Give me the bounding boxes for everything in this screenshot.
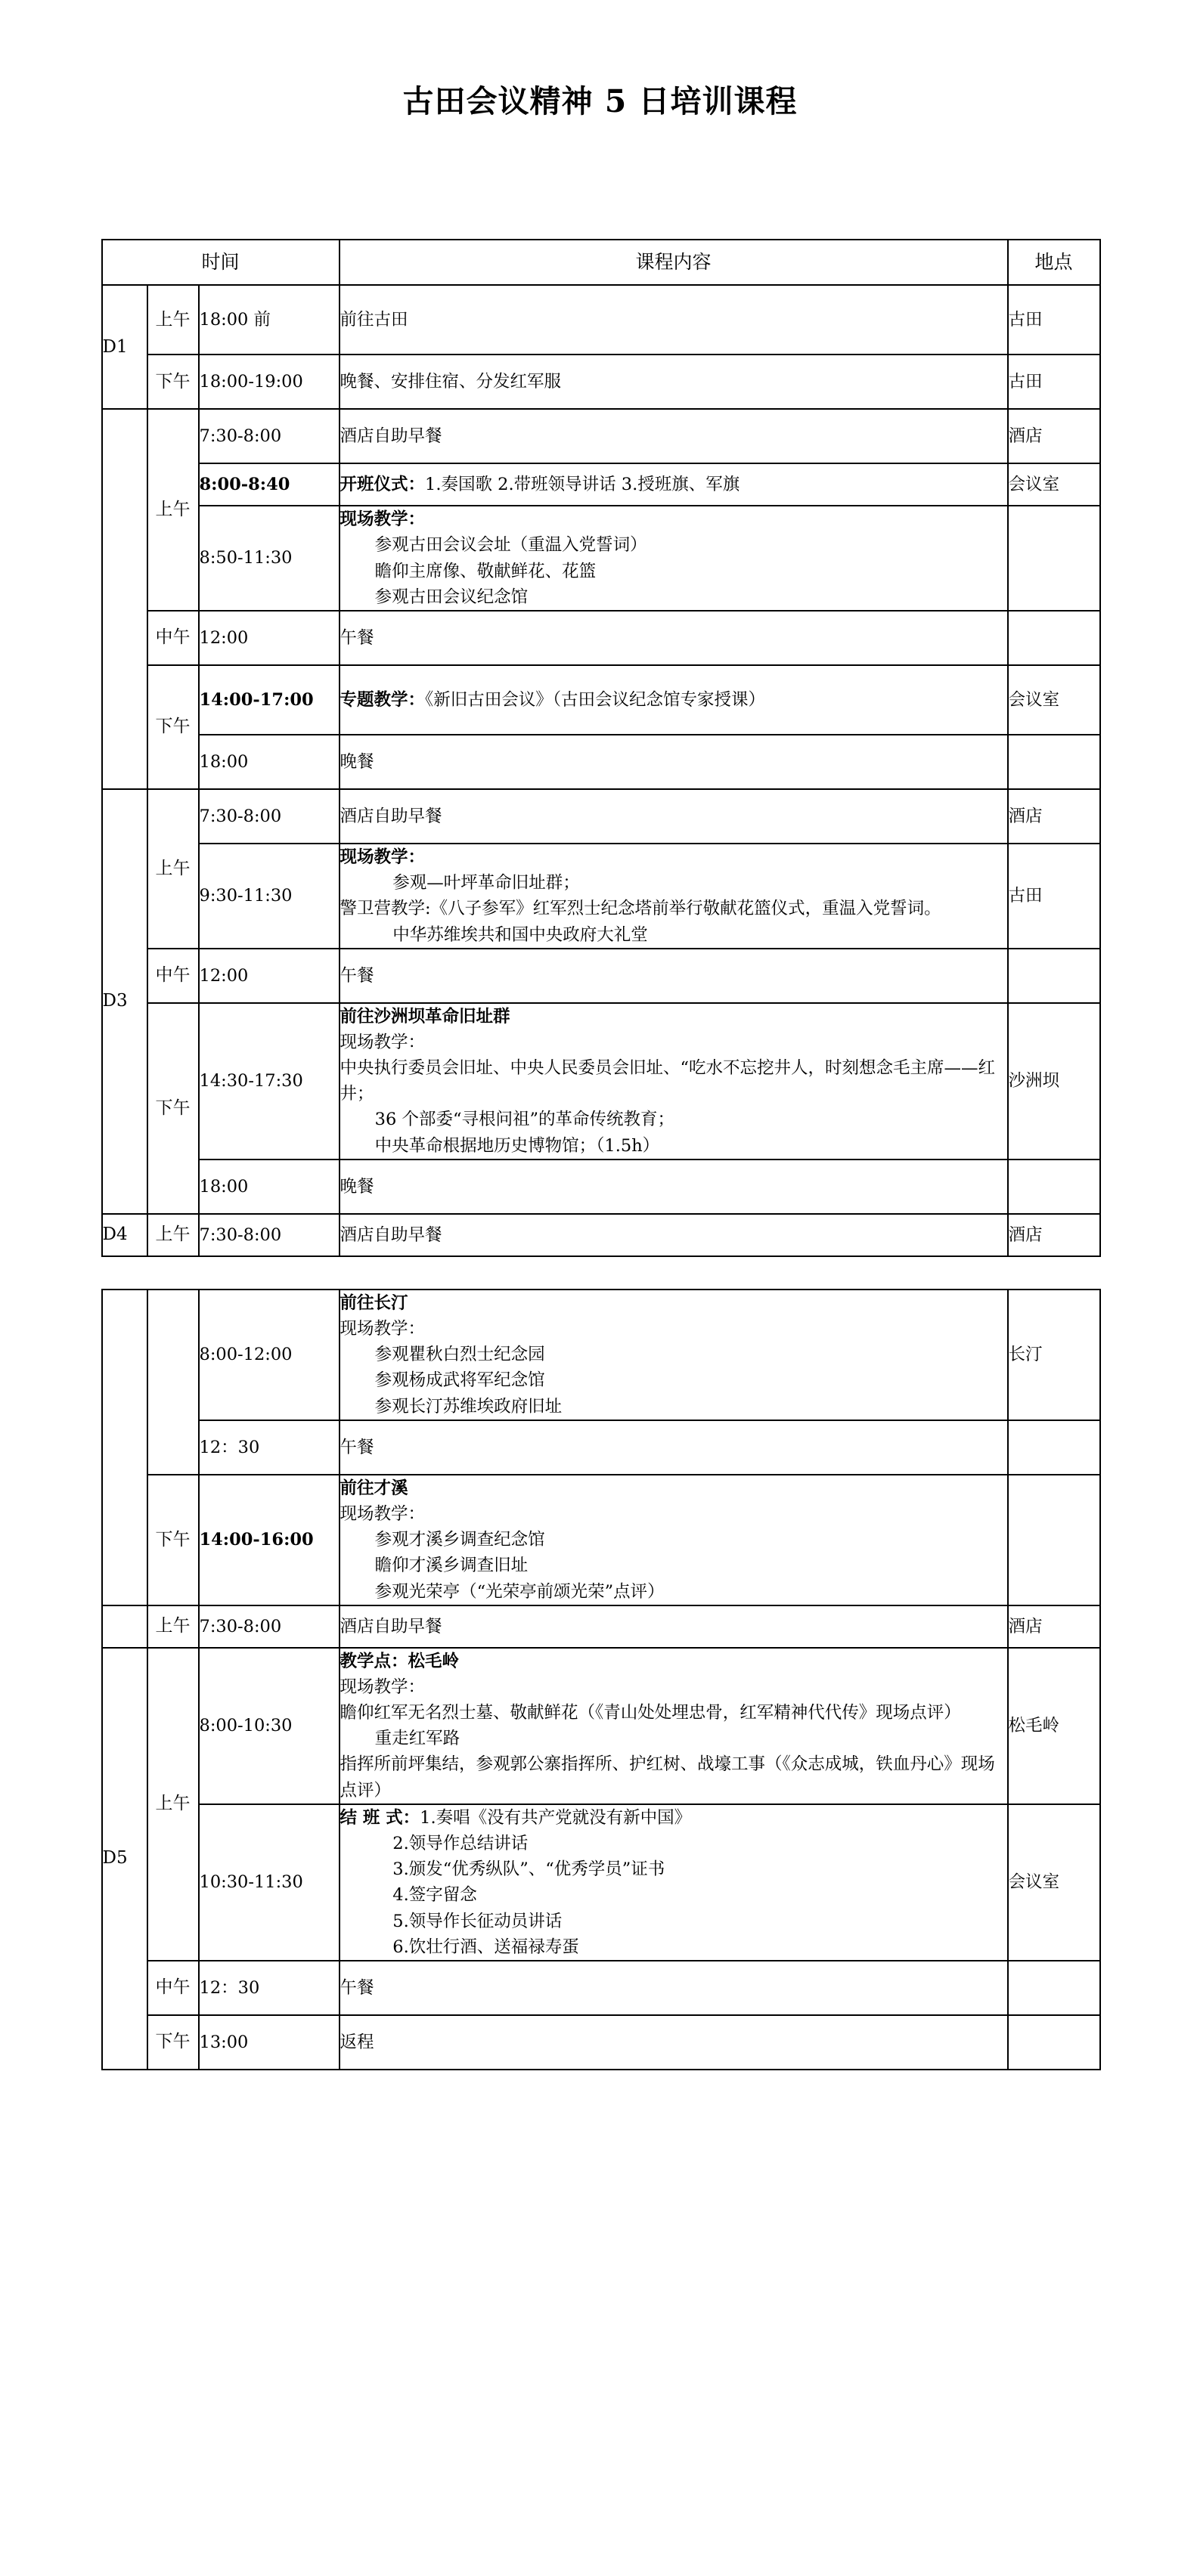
period-label-afternoon: 下午 xyxy=(147,1003,199,1214)
table-row xyxy=(102,2015,1100,2070)
content-cell: 午餐 xyxy=(340,1420,1008,1475)
schedule-table-part2 xyxy=(101,1289,1101,2070)
content-line: 警卫营教学:《八子参军》红军烈士纪念塔前举行敬献花篮仪式，重温入党誓词。 xyxy=(340,899,941,919)
content-bold-prefix: 开班仪式： xyxy=(340,475,426,495)
content-cell xyxy=(340,1648,1008,1804)
time-cell: 12:00 xyxy=(199,611,340,665)
content-line: 中央执行委员会旧址、中央人民委员会旧址、“吃水不忘挖井人，时刻想念毛主席——红井； xyxy=(340,1058,996,1104)
period-label-morning: 上午 xyxy=(147,789,199,949)
location-cell xyxy=(1008,611,1100,665)
content-cell: 酒店自助早餐 xyxy=(340,1605,1008,1648)
content-cell: 酒店自助早餐 xyxy=(340,789,1008,844)
time-cell: 12：30 xyxy=(199,1420,340,1475)
time-cell: 9:30-11:30 xyxy=(199,844,340,949)
content-line: 现场教学： xyxy=(340,509,426,530)
content-text: 《新旧古田会议》（古田会议纪念馆专家授课） xyxy=(425,689,766,710)
content-line: 指挥所前坪集结，参观郭公寨指挥所、护红树、战壕工事（《众志成城，铁血丹心》现场点评） xyxy=(340,1754,995,1800)
table-row xyxy=(102,844,1100,949)
content-line: 教学点：松毛岭 xyxy=(340,1651,460,1671)
table-row xyxy=(102,735,1100,789)
period-label-morning: 上午 xyxy=(147,285,199,355)
content-cell: 午餐 xyxy=(340,1961,1008,2015)
table-row xyxy=(102,789,1100,844)
content-cell: 晚餐 xyxy=(340,735,1008,789)
location-cell xyxy=(1008,1475,1100,1605)
time-cell: 18:00 xyxy=(199,1160,340,1214)
table-row xyxy=(102,409,1100,463)
table-row xyxy=(102,665,1100,735)
content-line: 参观古田会议纪念馆 xyxy=(374,587,529,607)
content-cell xyxy=(340,463,1008,506)
period-label-noon: 中午 xyxy=(147,949,199,1003)
content-line: 6.饮壮行酒、送福禄寿蛋 xyxy=(392,1937,579,1957)
table-row xyxy=(102,1290,1100,1420)
location-cell xyxy=(1008,1420,1100,1475)
content-line: 现场教学： xyxy=(340,847,426,867)
content-cell: 午餐 xyxy=(340,611,1008,665)
content-line: 2.领导作总结讲话 xyxy=(392,1834,529,1853)
content-bold-prefix: 结 班 式： xyxy=(340,1807,420,1828)
location-cell xyxy=(1008,735,1100,789)
time-cell: 18:00 前 xyxy=(199,285,340,355)
content-cell xyxy=(340,665,1008,735)
day-label-d3: D3 xyxy=(102,789,147,1214)
table-header-row xyxy=(102,240,1100,285)
page-title: 古田会议精神 5 日培训课程 xyxy=(402,83,798,120)
day-label-d4: D4 xyxy=(102,1214,147,1256)
content-line: 1.奏唱《没有共产党就没有新中国》 xyxy=(420,1807,692,1828)
content-text: 1.奏国歌 2.带班领导讲话 3.授班旗、军旗 xyxy=(425,475,740,495)
content-line: 36 个部委“寻根问祖”的革命传统教育； xyxy=(374,1110,674,1130)
table-row xyxy=(102,949,1100,1003)
location-cell: 酒店 xyxy=(1008,1214,1100,1256)
content-cell: 晚餐、安排住宿、分发红军服 xyxy=(340,355,1008,409)
period-label-afternoon: 下午 xyxy=(147,355,199,409)
content-line: 瞻仰红军无名烈士墓、敬献鲜花（《青山处处埋忠骨，红军精神代代传》现场点评） xyxy=(340,1703,961,1723)
content-cell xyxy=(340,506,1008,611)
day-label-d2 xyxy=(102,409,147,789)
day-label-blank xyxy=(102,1605,147,1648)
location-cell: 酒店 xyxy=(1008,1605,1100,1648)
time-cell: 18:00-19:00 xyxy=(199,355,340,409)
content-cell: 返程 xyxy=(340,2015,1008,2070)
content-line: 参观古田会议会址（重温入党誓词） xyxy=(374,535,647,556)
content-cell: 晚餐 xyxy=(340,1160,1008,1214)
content-line: 现场教学： xyxy=(340,1677,426,1697)
table-row xyxy=(102,285,1100,355)
table-row xyxy=(102,1420,1100,1475)
table-row xyxy=(102,1214,1100,1256)
period-label-morning: 上午 xyxy=(147,409,199,611)
document-page xyxy=(0,20,1200,2576)
location-cell: 松毛岭 xyxy=(1008,1648,1100,1804)
day-label-d4-cont xyxy=(102,1290,147,1605)
table-row xyxy=(102,1648,1100,1804)
time-cell: 14:30-17:30 xyxy=(199,1003,340,1160)
content-line: 参观—叶坪革命旧址群； xyxy=(392,873,580,893)
period-label-morning: 上午 xyxy=(147,1605,199,1648)
table-row xyxy=(102,1605,1100,1648)
schedule-table-part1 xyxy=(101,239,1101,1257)
header-content: 课程内容 xyxy=(340,240,1008,285)
table-row xyxy=(102,1804,1100,1961)
location-cell: 酒店 xyxy=(1008,409,1100,463)
time-cell: 12：30 xyxy=(199,1961,340,2015)
time-cell: 13:00 xyxy=(199,2015,340,2070)
time-cell: 14:00-17:00 xyxy=(199,665,340,735)
period-label-morning: 上午 xyxy=(147,1648,199,1961)
content-cell xyxy=(340,1475,1008,1605)
location-cell: 长汀 xyxy=(1008,1290,1100,1420)
location-cell: 酒店 xyxy=(1008,789,1100,844)
time-cell: 7:30-8:00 xyxy=(199,789,340,844)
content-line: 参观光荣亭（“光荣亭前颂光荣”点评） xyxy=(374,1581,665,1602)
content-line: 3.颁发“优秀纵队”、“优秀学员”证书 xyxy=(392,1859,665,1880)
time-cell: 7:30-8:00 xyxy=(199,409,340,463)
time-cell: 10:30-11:30 xyxy=(199,1804,340,1961)
content-bold-prefix: 专题教学： xyxy=(340,689,426,710)
content-line: 4.签字留念 xyxy=(392,1885,477,1906)
location-cell xyxy=(1008,1961,1100,2015)
content-line: 前往沙洲坝革命旧址群 xyxy=(340,1006,510,1026)
location-cell: 会议室 xyxy=(1008,665,1100,735)
content-line: 5.领导作长征动员讲话 xyxy=(392,1911,563,1931)
content-line: 瞻仰主席像、敬献鲜花、花篮 xyxy=(374,561,597,581)
content-cell xyxy=(340,1290,1008,1420)
period-label-afternoon: 下午 xyxy=(147,2015,199,2070)
day-label-d1: D1 xyxy=(102,285,147,409)
content-line: 参观杨成武将军纪念馆 xyxy=(374,1370,545,1391)
day-label-d5: D5 xyxy=(102,1648,147,2070)
time-cell: 14:00-16:00 xyxy=(199,1475,340,1605)
content-cell: 酒店自助早餐 xyxy=(340,1214,1008,1256)
table-row xyxy=(102,1160,1100,1214)
content-cell xyxy=(340,844,1008,949)
period-label-noon: 中午 xyxy=(147,1961,199,2015)
location-cell: 古田 xyxy=(1008,355,1100,409)
content-cell xyxy=(340,1003,1008,1160)
time-cell: 8:50-11:30 xyxy=(199,506,340,611)
location-cell: 会议室 xyxy=(1008,463,1100,506)
location-cell: 会议室 xyxy=(1008,1804,1100,1961)
period-label-afternoon: 下午 xyxy=(147,1475,199,1605)
location-cell xyxy=(1008,949,1100,1003)
table-row xyxy=(102,463,1100,506)
content-line: 重走红军路 xyxy=(374,1729,460,1749)
content-line: 前往长汀 xyxy=(340,1293,408,1313)
location-cell: 古田 xyxy=(1008,844,1100,949)
time-cell: 8:00-8:40 xyxy=(199,463,340,506)
period-label-noon: 中午 xyxy=(147,611,199,665)
content-line: 中央革命根据地历史博物馆；（1.5h） xyxy=(374,1135,660,1156)
header-location: 地点 xyxy=(1008,240,1100,285)
time-cell: 12:00 xyxy=(199,949,340,1003)
schedule-tables-container xyxy=(101,142,1099,2070)
table-row xyxy=(102,611,1100,665)
content-cell xyxy=(340,1804,1008,1961)
header-time: 时间 xyxy=(102,240,340,285)
content-line: 现场教学： xyxy=(340,1503,426,1524)
content-line: 现场教学： xyxy=(340,1319,426,1339)
location-cell: 沙洲坝 xyxy=(1008,1003,1100,1160)
content-line: 现场教学： xyxy=(340,1032,426,1052)
content-line: 参观长汀苏维埃政府旧址 xyxy=(374,1396,563,1416)
period-label-morning: 上午 xyxy=(147,1214,199,1256)
location-cell xyxy=(1008,2015,1100,2070)
table-row xyxy=(102,1003,1100,1160)
content-cell: 前往古田 xyxy=(340,285,1008,355)
content-line: 参观才溪乡调查纪念馆 xyxy=(374,1530,545,1550)
content-line: 瞻仰才溪乡调查旧址 xyxy=(374,1556,529,1576)
time-cell: 8:00-10:30 xyxy=(199,1648,340,1804)
table-row xyxy=(102,1961,1100,2015)
table-row xyxy=(102,1475,1100,1605)
time-cell: 7:30-8:00 xyxy=(199,1214,340,1256)
content-line: 前往才溪 xyxy=(340,1478,408,1498)
time-cell: 18:00 xyxy=(199,735,340,789)
table-row xyxy=(102,506,1100,611)
time-cell: 7:30-8:00 xyxy=(199,1605,340,1648)
location-cell xyxy=(1008,1160,1100,1214)
period-label-afternoon: 下午 xyxy=(147,665,199,789)
location-cell xyxy=(1008,506,1100,611)
location-cell: 古田 xyxy=(1008,285,1100,355)
content-cell: 酒店自助早餐 xyxy=(340,409,1008,463)
content-cell: 午餐 xyxy=(340,949,1008,1003)
time-cell: 8:00-12:00 xyxy=(199,1290,340,1420)
content-line: 参观瞿秋白烈士纪念园 xyxy=(374,1345,545,1365)
content-line: 中华苏维埃共和国中央政府大礼堂 xyxy=(392,924,648,945)
table-row xyxy=(102,355,1100,409)
period-label-blank xyxy=(147,1290,199,1475)
